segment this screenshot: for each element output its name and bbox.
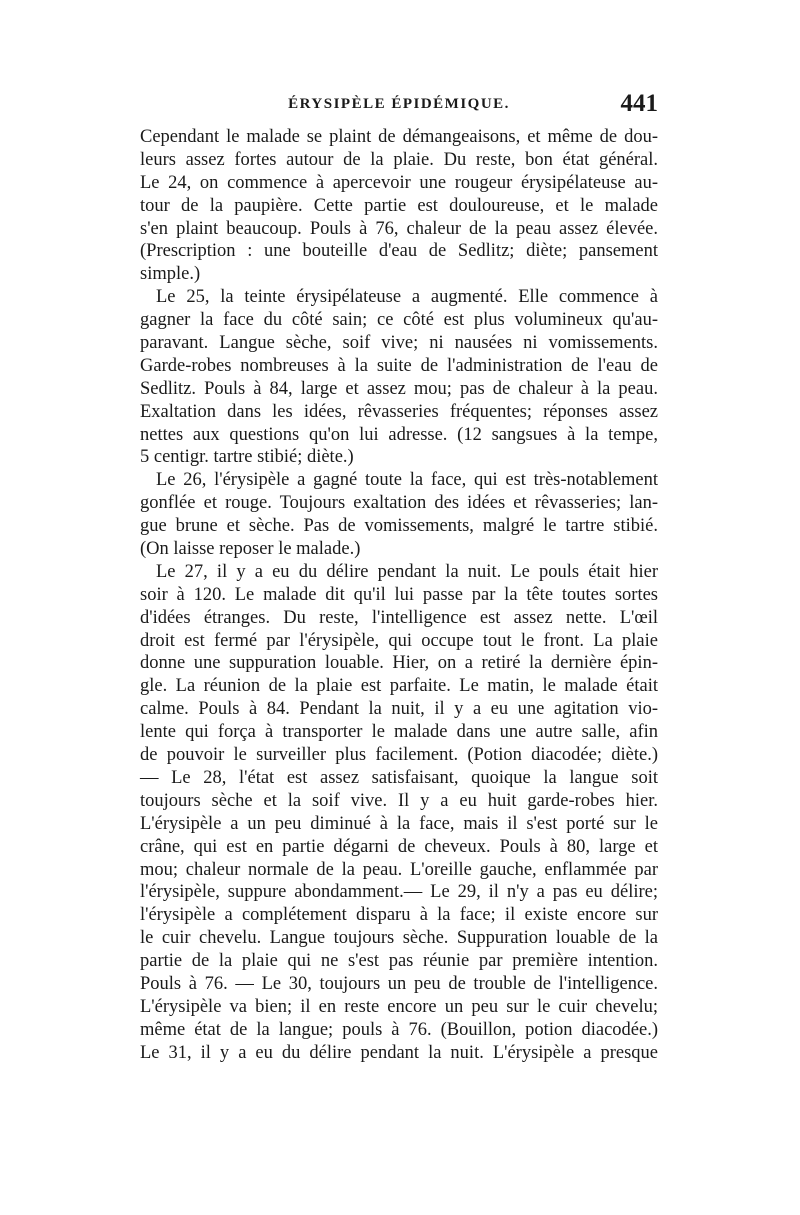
body-text bbox=[140, 126, 658, 1065]
text-line: (Prescription : une bouteille d'eau de Sedlitz; diète; pansement bbox=[140, 241, 658, 262]
text-line: l'érysipèle, suppure abondamment.— Le 29, il n'y a pas eu délire; bbox=[140, 882, 658, 903]
text-line: Le 27, il y a eu du délire pendant la nuit. Le pouls était hier bbox=[156, 561, 658, 582]
text-line: droit est fermé par l'érysipèle, qui occupe tout le front. La plaie bbox=[140, 630, 658, 651]
running-head bbox=[140, 90, 658, 122]
text-line: gonflée et rouge. Toujours exaltation des idées et rêvasseries; lan- bbox=[140, 493, 658, 514]
text-line: Le 25, la teinte érysipélateuse a augmenté. Elle commence à bbox=[156, 287, 658, 308]
text-line: soir à 120. Le malade dit qu'il lui passe par la tête toutes sortes bbox=[140, 584, 658, 605]
text-line: partie de la plaie qui ne s'est pas réunie par première intention. bbox=[140, 951, 658, 972]
text-line: donne une suppuration louable. Hier, on a retiré la dernière épin- bbox=[140, 653, 658, 674]
text-line: L'érysipèle a un peu diminué à la face, mais il s'est porté sur le bbox=[140, 813, 658, 834]
text-line: — Le 28, l'état est assez satisfaisant, quoique la langue soit bbox=[140, 767, 658, 788]
text-line: paravant. Langue sèche, soif vive; ni nausées ni vomissements. bbox=[140, 333, 658, 354]
text-line: gle. La réunion de la plaie est parfaite. Le matin, le malade était bbox=[140, 676, 658, 697]
text-line: Garde-robes nombreuses à la suite de l'administration de l'eau de bbox=[140, 355, 658, 376]
text-line: gue brune et sèche. Pas de vomissements, malgré le tartre stibié. bbox=[140, 516, 658, 537]
text-line: crâne, qui est en partie dégarni de cheveux. Pouls à 80, large et bbox=[140, 836, 658, 857]
text-line: Exaltation dans les idées, rêvasseries fréquentes; réponses assez bbox=[140, 401, 658, 422]
text-line: mou; chaleur normale de la peau. L'oreille gauche, enflammée par bbox=[140, 859, 658, 880]
text-line: calme. Pouls à 84. Pendant la nuit, il y a eu une agitation vio- bbox=[140, 699, 658, 720]
text-line: de pouvoir le surveiller plus facilement. (Potion diacodée; diète.) bbox=[140, 745, 658, 766]
text-line: gagner la face du côté sain; ce côté est plus volumineux qu'au- bbox=[140, 310, 658, 331]
text-line: Cependant le malade se plaint de démangeaisons, et même de dou- bbox=[140, 127, 658, 147]
text-line: le cuir chevelu. Langue toujours sèche. Suppuration louable de la bbox=[140, 928, 658, 949]
text-line: simple.) bbox=[140, 264, 201, 285]
text-line: 5 centigr. tartre stibié; diète.) bbox=[140, 447, 354, 468]
running-title: ÉRYSIPÈLE ÉPIDÉMIQUE. bbox=[288, 96, 510, 112]
text-line: Le 24, on commence à apercevoir une rougeur érysipélateuse au- bbox=[140, 172, 658, 193]
text-line: l'érysipèle a complétement disparu à la face; il existe encore sur bbox=[140, 905, 658, 926]
text-line: même état de la langue; pouls à 76. (Bouillon, potion diacodée.) bbox=[140, 1019, 658, 1040]
text-line: tour de la paupière. Cette partie est douloureuse, et le malade bbox=[140, 195, 658, 216]
text-line: L'érysipèle va bien; il en reste encore un peu sur le cuir chevelu; bbox=[140, 996, 658, 1017]
text-line: toujours sèche et la soif vive. Il y a eu huit garde-robes hier. bbox=[140, 790, 658, 811]
text-line: Pouls à 76. — Le 30, toujours un peu de trouble de l'intelligence. bbox=[140, 973, 658, 994]
text-line: lente qui força à transporter le malade dans une autre salle, afin bbox=[140, 722, 658, 743]
page-number: 441 bbox=[620, 90, 658, 117]
text-line: leurs assez fortes autour de la plaie. Du reste, bon état général. bbox=[140, 149, 658, 170]
text-line: Le 26, l'érysipèle a gagné toute la face, qui est très-notablement bbox=[156, 470, 658, 491]
text-line: d'idées étranges. Du reste, l'intelligence est assez nette. L'œil bbox=[140, 607, 658, 628]
text-line: (On laisse reposer le malade.) bbox=[140, 539, 361, 560]
text-line: Le 31, il y a eu du délire pendant la nuit. L'érysipèle a presque bbox=[140, 1042, 658, 1063]
text-line: s'en plaint beaucoup. Pouls à 76, chaleur de la peau assez élevée. bbox=[140, 218, 658, 239]
text-line: Sedlitz. Pouls à 84, large et assez mou; pas de chaleur à la peau. bbox=[140, 378, 658, 399]
text-line: nettes aux questions qu'on lui adresse. (12 sangsues à la tempe, bbox=[140, 424, 658, 445]
